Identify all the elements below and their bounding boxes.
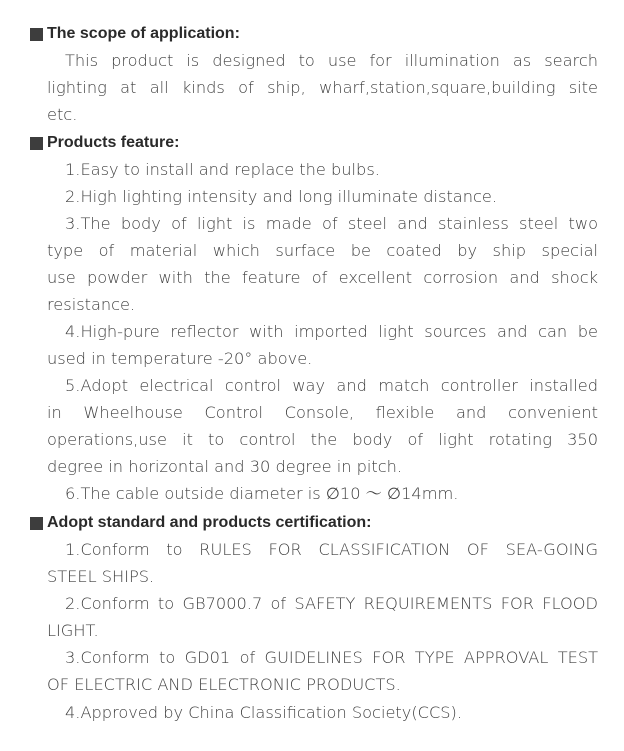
paragraph-line: etc. — [47, 105, 78, 124]
standard-line: 2.Conform to GB7000.7 of SAFETY REQUIREMENTS FOR FLOOD — [65, 594, 598, 613]
section-title: Products feature: — [47, 134, 180, 151]
square-bullet-icon — [30, 137, 43, 150]
square-bullet-icon — [30, 28, 43, 41]
section-title: The scope of application: — [47, 25, 240, 42]
feature-line: operations,use it to control the body of light rotating 350 — [47, 430, 598, 449]
feature-line: 5.Adopt electrical control way and match controller installed — [65, 376, 598, 395]
feature-line: 4.High-pure reflector with imported light sources and can be — [65, 322, 598, 341]
feature-line: type of material which surface be coated by ship special — [47, 241, 598, 260]
standard-line: STEEL SHIPS. — [47, 567, 155, 586]
feature-line: 1.Easy to install and replace the bulbs. — [65, 160, 380, 179]
feature-line: use powder with the feature of excellent corrosion and shock — [47, 268, 598, 287]
paragraph-line: This product is designed to use for illumination as search — [65, 51, 598, 70]
feature-line: in Wheelhouse Control Console, flexible and convenient — [47, 403, 598, 422]
square-bullet-icon — [30, 517, 43, 530]
section-heading-standards — [30, 511, 371, 535]
feature-line: used in temperature -20° above. — [47, 349, 313, 368]
standard-line: 3.Conform to GD01 of GUIDELINES FOR TYPE APPROVAL TEST — [65, 648, 598, 667]
paragraph-line: lighting at all kinds of ship, wharf,station,square,building site — [47, 78, 598, 97]
standard-line: OF ELECTRIC AND ELECTRONIC PRODUCTS. — [47, 675, 401, 694]
feature-line: resistance. — [47, 295, 136, 314]
standard-line: 4.Approved by China Classification Society(CCS). — [65, 703, 462, 722]
standard-line: 1.Conform to RULES FOR CLASSIFICATION OF SEA-GOING — [65, 540, 598, 559]
feature-line: 3.The body of light is made of steel and stainless steel two — [65, 214, 598, 233]
feature-line: 2.High lighting intensity and long illuminate distance. — [65, 187, 497, 206]
section-heading-features — [30, 131, 179, 155]
feature-line: 6.The cable outside diameter is ∅10 ～ ∅14mm. — [65, 484, 459, 503]
section-title: Adopt standard and products certification: — [47, 514, 372, 531]
standard-line: LIGHT. — [47, 621, 99, 640]
feature-line: degree in horizontal and 30 degree in pitch. — [47, 457, 403, 476]
section-heading-scope — [30, 22, 240, 46]
